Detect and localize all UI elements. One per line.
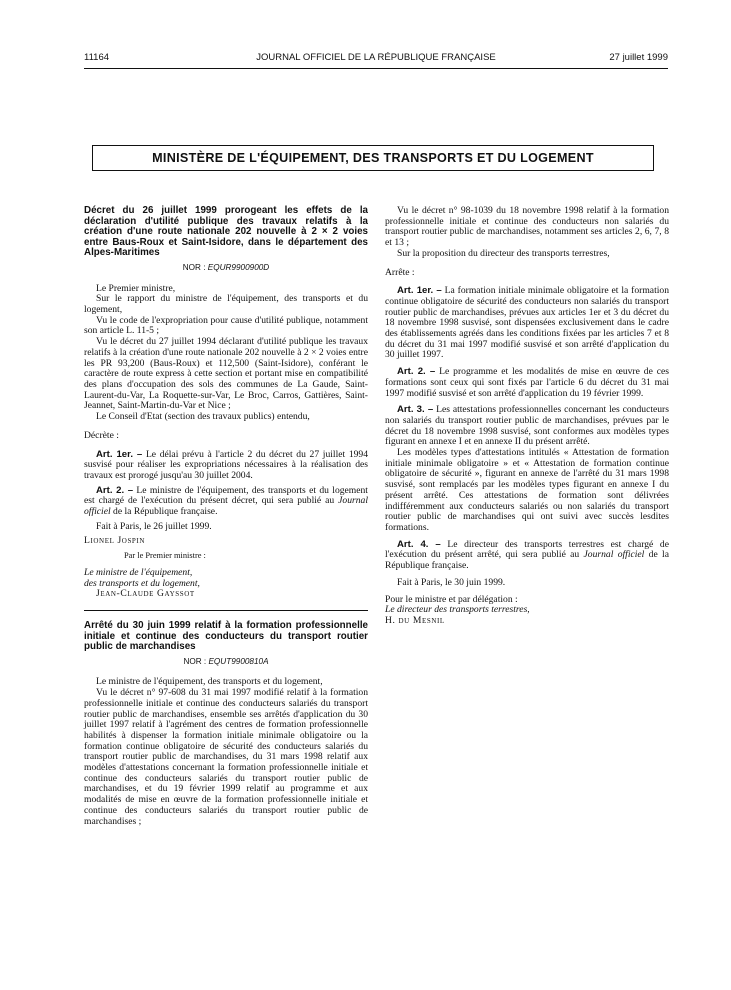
decree-visa-3: Vu le décret du 27 juillet 1994 déclarant d'utilité publique les travaux relatifs à la création d'une route nationale 202 nouvelle à 2 × 2 voies entre les PR 93,200 (Baus-Roux) et 112,500 (Saint-Isidore), conférant le caractère de route express à cette section et portant mise en compatibilité des plans d'occupation des sols des communes de La Gaude, Saint-Laurent-du-Var, La Roquette-sur-Var, Le Broc, Carros, Gattières, Saint-Jeannet, Saint-Martin-du-Var et Nice ;	[84, 336, 368, 412]
decree-par: Par le Premier ministre :	[124, 551, 206, 561]
decree-decrete: Décrète :	[84, 429, 119, 441]
decree-visa-1: Sur le rapport du ministre de l'équipement, des transports et du logement,	[84, 293, 368, 316]
arrete-article-3-para-2: Les modèles types d'attestations intitulés « Attestation de formation initiale minimale obligatoire » et « Attestation de formation continue obligatoire de sécurité », figurant en annexe de l'arrêté du 31 mars 1998 susvisé, sont remplacés par les modèles types figurant en annexe I du présent arrêté. Ces attestations de formation sont délivrées indifféremment aux conducteurs salariés ou non salariés du transport routier public de marchandises qui ont suivi avec succès lesdites formations.	[385, 447, 669, 533]
arrete-visa-1-start	[84, 688, 368, 827]
decree-signer: Lionel Jospin	[84, 535, 146, 547]
ministry-title: MINISTÈRE DE L'ÉQUIPEMENT, DES TRANSPORTS ET DU LOGEMENT	[152, 151, 594, 165]
article-text: de la République française.	[385, 549, 669, 572]
minister-title-2: des transports et du logement,	[84, 577, 200, 589]
decree-visa-4: Le Conseil d'Etat (section des travaux publics) entendu,	[96, 411, 310, 423]
left-column	[84, 206, 368, 827]
decree-article-1	[84, 450, 368, 482]
minister-title-1: Le ministre de l'équipement,	[84, 566, 193, 578]
article-label: Art. 3. –	[397, 404, 434, 416]
article-label: Art. 4. –	[397, 538, 441, 550]
arrete-pour: Pour le ministre et par délégation :	[385, 593, 518, 605]
arrete-article-3	[385, 405, 669, 448]
article-text: Le programme et les modalités de mise en œuvre de ces formations sont ceux qui sont fixés par l'article 6 du décret du 31 mai 1997 modifié susvisé et son arrêté d'application du 19 février 1999.	[385, 366, 669, 399]
arrete-nor	[84, 657, 368, 668]
running-header	[84, 52, 668, 66]
article-text: Le directeur des transports terrestres est chargé de l'exécution du présent arrêté, qui sera publié au	[385, 538, 669, 561]
decree-article-2	[84, 486, 368, 518]
decree-nor	[84, 263, 368, 274]
arrete-fait: Fait à Paris, le 30 juin 1999.	[397, 576, 506, 588]
nor-label: NOR :	[183, 656, 207, 666]
journal-title: JOURNAL OFFICIEL DE LA RÉPUBLIQUE FRANÇAISE	[256, 52, 496, 63]
decree-visa-2: Vu le code de l'expropriation pour cause d'utilité publique, notamment son article L. 11-5 ;	[84, 314, 368, 337]
arrete-visa-2: Vu le décret n° 98-1039 du 18 novembre 1998 relatif à la formation professionnelle initiale et continue des conducteurs non salariés du transport routier public de marchandises, notamment ses articles 2, 6, 7, 8 et 13 ;	[385, 205, 669, 249]
decree-title: Décret du 26 juillet 1999 prorogeant les effets de la déclaration d'utilité publique des travaux relatifs à la création d'une route nationale 202 nouvelle à 2 × 2 voies entre Baus-Roux et Saint-Isidore, dans le département des Alpes-Maritimes	[84, 205, 368, 259]
article-label: Art. 2. –	[96, 484, 134, 496]
arrete-arrete: Arrête :	[385, 266, 415, 278]
article-text: Le ministre de l'équipement, des transports et du logement est chargé de l'exécution du présent décret, qui sera publié au	[84, 484, 368, 507]
visa-text: Vu le décret n° 97-608 du 31 mai 1997 modifié relatif à la formation professionnelle initiale et continue des conducteurs salariés du transport routier public de marchandises, ensemble ses arrêtés d'application du 30 juillet 1997 relatif à l'agrément des centres de formation professionnelle habilités à dispenser la formation initiale minimale obligatoire ou la formation continue obligatoire de sécurité des conducteurs salariés du transport routier public de marchandises, du 31 mars 1998 relatif aux modèles d'attestations concernant la formation professionnelle initiale et continue des conducteurs salariés du transport routier public de marchandises, et du 19 février 1999 relatif au programme et aux modalités de mise en œuvre de la formation professionnelle initiale et continue des conducteurs salariés du transport routier public de marchandises ;	[84, 687, 368, 827]
nor-code: EQUT9900810A	[208, 656, 269, 666]
article-label: Art. 1er. –	[96, 448, 143, 460]
section-rule	[84, 610, 368, 611]
ministry-banner	[92, 145, 654, 171]
arrete-title: Arrêté du 30 juin 1999 relatif à la formation professionnelle initiale et continue des conducteurs du transport routier public de marchandises	[84, 619, 368, 653]
journal-officiel-ref: Journal officiel	[583, 549, 645, 561]
article-text: de la République française.	[113, 506, 218, 518]
decree-intro: Le Premier ministre,	[96, 282, 176, 294]
director-title: Le directeur des transports terrestres,	[385, 604, 530, 616]
article-label: Art. 2. –	[397, 366, 436, 378]
article-text: La formation initiale minimale obligatoire et la formation continue obligatoire de sécurité des conducteurs non salariés du transport routier public de marchandises, prévues aux articles 1er et 3 du décret du 18 novembre 1998 susvisé, sont dispensées exclusivement dans le cadre des établissements agréés dans les conditions fixées par les articles 7 et 8 du décret du 31 mai 1997 modifié susvisé et son arrêté d'application du 30 juillet 1997.	[385, 285, 669, 361]
article-text: Les attestations professionnelles concernant les conducteurs non salariés du transport routier public de marchandises, prévues par le décret du 18 novembre 1998 susvisé, sont conformes aux modèles types figurant en annexe I et en annexe II du présent arrêté.	[385, 404, 669, 448]
nor-label: NOR :	[182, 262, 206, 272]
header-rule	[84, 68, 668, 69]
article-text: Le délai prévu à l'article 2 du décret du 27 juillet 1994 susvisé pour réaliser les expropriations nécessaires à la réalisation des travaux est prorogé jusqu'au 30 juillet 2004.	[84, 448, 369, 481]
journal-officiel-ref: Journal officiel	[84, 495, 368, 518]
article-label: Art. 1er. –	[397, 285, 442, 297]
decree-fait: Fait à Paris, le 26 juillet 1999.	[96, 520, 212, 532]
arrete-article-4	[385, 540, 669, 572]
arrete-article-2	[385, 367, 669, 399]
nor-code: EQUR9900900D	[207, 262, 270, 272]
director-name: H. du Mesnil	[385, 614, 445, 626]
arrete-visa-3: Sur la proposition du directeur des transports terrestres,	[397, 247, 610, 259]
issue-date: 27 juillet 1999	[609, 52, 668, 63]
arrete-intro: Le ministre de l'équipement, des transports et du logement,	[96, 676, 323, 688]
page-number: 11164	[84, 52, 110, 63]
minister-name: Jean-Claude Gayssot	[96, 588, 195, 600]
right-column	[385, 206, 669, 627]
arrete-article-1	[385, 286, 669, 361]
